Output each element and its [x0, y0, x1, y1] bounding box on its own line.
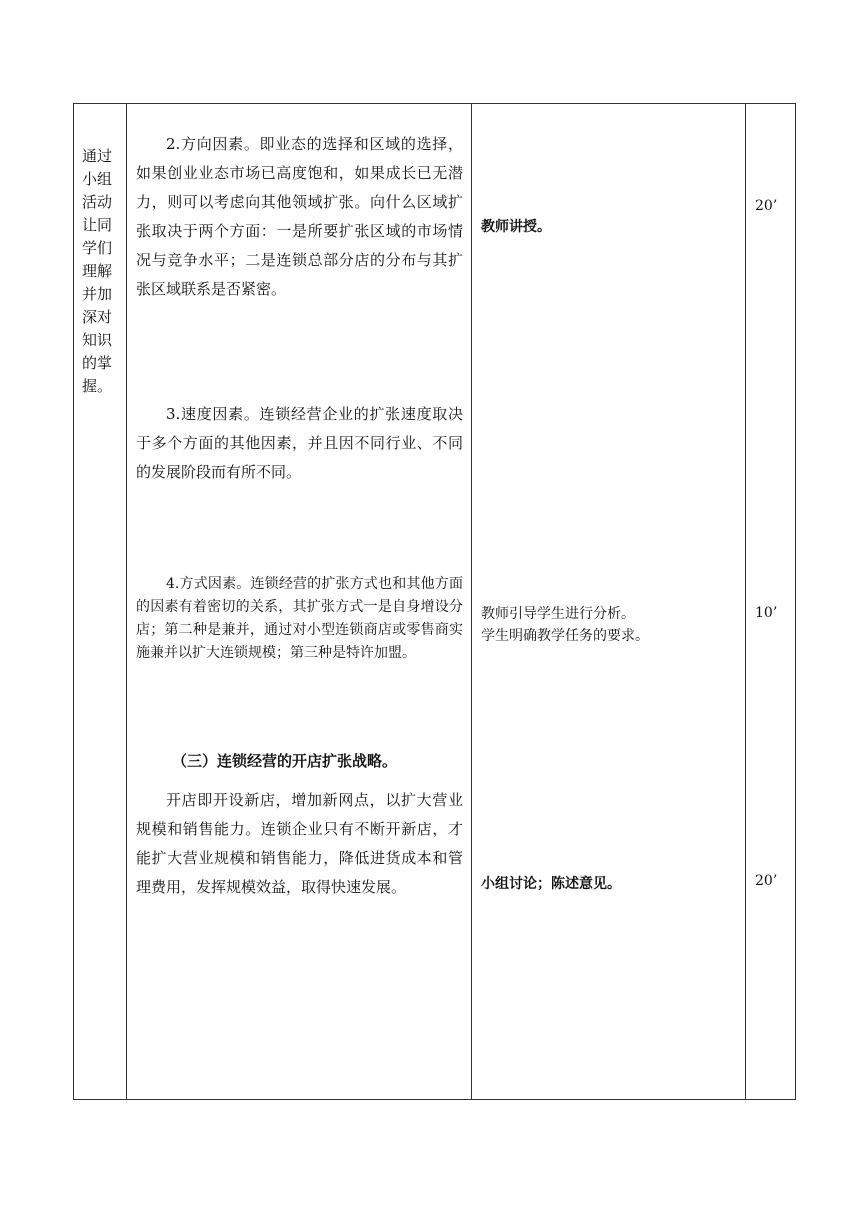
column-divider — [745, 104, 746, 1099]
lesson-table — [73, 103, 796, 1100]
section-heading: （三）连锁经营的开店扩张战略。 — [172, 752, 398, 770]
activity-teacher-lecture: 教师讲授。 — [481, 219, 551, 235]
paragraph-store-opening: 开店即开设新店，增加新网点，以扩大营业规模和销售能力。连锁企业只有不断开新店，才能扩大营业规模和销售能力，降低进货成本和管理费用，发挥规模效益，取得快速发展。 — [136, 791, 463, 896]
time-allocation: 20’ — [755, 198, 778, 214]
activity-group-discussion: 小组讨论；陈述意见。 — [481, 876, 621, 892]
activity-student-task: 学生明确教学任务的要求。 — [481, 628, 649, 644]
column-divider — [471, 104, 472, 1099]
teaching-goal: 通过小组活动让同学们理解并加深对知识的掌握。 — [82, 147, 113, 395]
column-divider — [126, 104, 127, 1099]
activity-teacher-guide: 教师引导学生进行分析。 — [481, 606, 635, 622]
paragraph-direction-factor: 2.方向因素。即业态的选择和区域的选择，如果创业业态市场已高度饱和，如果成长已无潜力，则可以考虑向其他领域扩张。向什么区域扩张取决于两个方面：一是所要扩张区域的市场情况与竞争水平；二是连锁总部分店的分布与其扩张区域联系是否紧密。 — [136, 135, 463, 298]
time-allocation: 20’ — [755, 873, 778, 889]
paragraph-method-factor: 4.方式因素。连锁经营的扩张方式也和其他方面的因素有着密切的关系，其扩张方式一是自身增设分店；第二种是兼并，通过对小型连锁商店或零售商实施兼并以扩大连锁规模；第三种是特许加盟。 — [136, 576, 463, 661]
paragraph-speed-factor: 3.速度因素。连锁经营企业的扩张速度取决于多个方面的其他因素，并且因不同行业、不同的发展阶段而有所不同。 — [136, 405, 463, 481]
time-allocation: 10’ — [755, 605, 778, 621]
